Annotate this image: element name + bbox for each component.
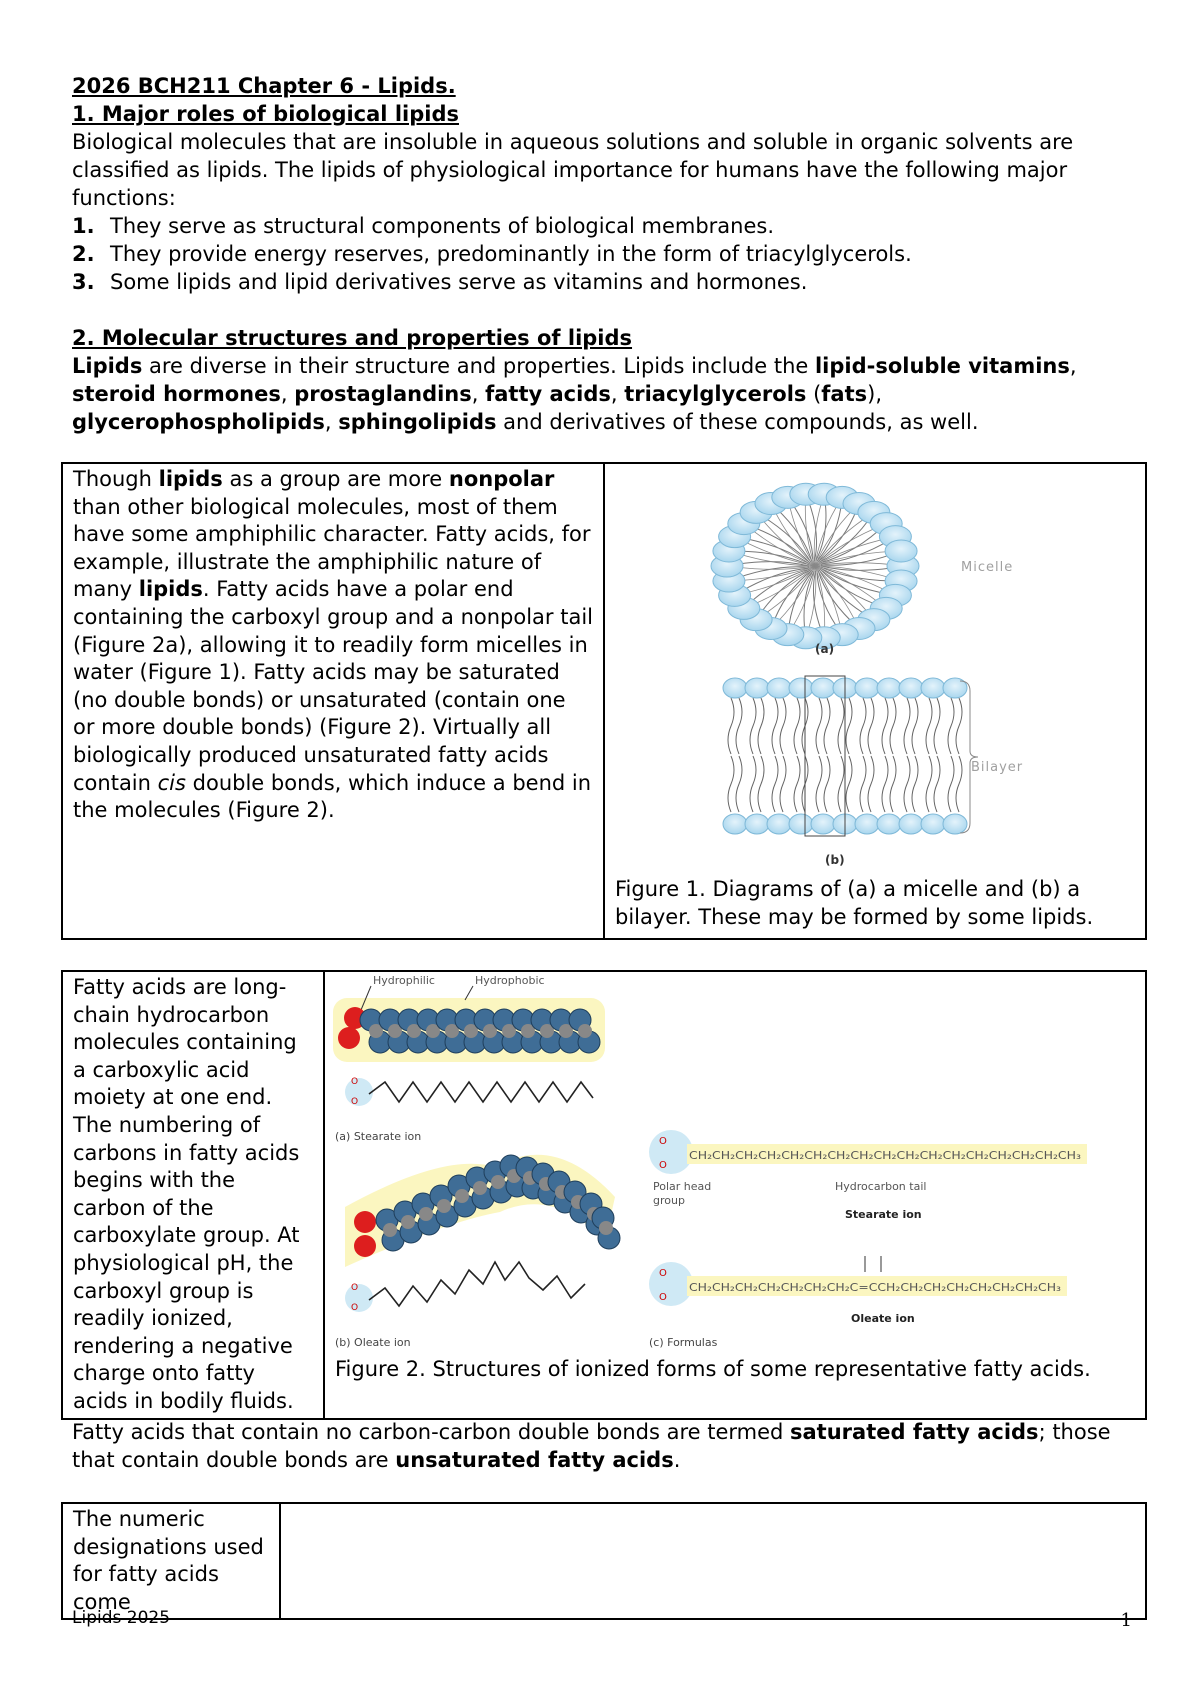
figure1b-label: (b) bbox=[825, 853, 845, 867]
page-number: 1 bbox=[1120, 1610, 1132, 1631]
svg-text:O: O bbox=[659, 1136, 667, 1147]
micelle-bilayer-diagram bbox=[615, 466, 1135, 886]
figure2-caption: Figure 2. Structures of ionized forms of some representative fatty acids. bbox=[335, 1357, 1091, 1381]
section1-intro: Biological molecules that are insoluble in aqueous solutions and soluble in organic solvents are classified as lipids. The lipids of physiological importance for humans have the following major functions: bbox=[72, 130, 1074, 210]
list-text: They serve as structural components of biological membranes. bbox=[110, 214, 775, 238]
hydrophobic-label: Hydrophobic bbox=[475, 974, 545, 987]
fatty-acid-text-cell: Fatty acids are long-chain hydrocarbon molecules containing a carboxylic acid moiety at one end. The numbering of carbons in fatty acids begins with the carbon of the carboxylate group. At physiological pH, the carboxyl group is readily ionized, rendering a negative charge onto fatty acids in bodily fluids. bbox=[62, 971, 324, 1419]
stearate-ion-title: Stearate ion bbox=[845, 1208, 922, 1221]
saturation-paragraph: Fatty acids that contain no carbon-carbon double bonds are termed saturated fatty acids; those that contain double bonds are unsaturated fatty acids. bbox=[72, 1420, 1111, 1472]
svg-text:O: O bbox=[659, 1292, 667, 1303]
svg-text:O: O bbox=[659, 1160, 667, 1171]
list-item bbox=[72, 268, 1147, 296]
list-item bbox=[72, 212, 1147, 240]
polar-head-label: Polar head bbox=[653, 1180, 712, 1193]
bilayer-label: Bilayer bbox=[971, 760, 1024, 775]
svg-text:O: O bbox=[351, 1283, 359, 1293]
list-text: They provide energy reserves, predominantly in the form of triacylglycerols. bbox=[110, 242, 912, 266]
list-number: 3. bbox=[72, 270, 95, 294]
hydrophilic-label: Hydrophilic bbox=[373, 974, 435, 987]
footer-title: Lipids 2025 bbox=[72, 1608, 171, 1628]
oleate-zigzag-icon bbox=[369, 1262, 585, 1306]
page-footer bbox=[72, 1608, 1132, 1631]
list-item bbox=[72, 240, 1147, 268]
formulas-label: (c) Formulas bbox=[649, 1336, 718, 1349]
figure1a-label: (a) bbox=[815, 642, 835, 656]
section1-heading: 1. Major roles of biological lipids bbox=[72, 102, 459, 126]
svg-text:O: O bbox=[659, 1268, 667, 1279]
fatty-acid-table bbox=[61, 970, 1147, 1420]
amphiphilic-table bbox=[61, 462, 1147, 940]
polar-head-group-label: group bbox=[653, 1194, 685, 1207]
figure1-cell bbox=[604, 463, 1146, 939]
stearate-space-filling-icon bbox=[338, 1007, 600, 1053]
stearate-formula: CH₂CH₂CH₂CH₂CH₂CH₂CH₂CH₂CH₂CH₂CH₂CH₂CH₂CH₂CH₂CH₂CH₃ bbox=[689, 1150, 1081, 1162]
numeric-designation-empty-cell bbox=[280, 1503, 1146, 1619]
page-content bbox=[72, 72, 1147, 436]
document-title: 2026 BCH211 Chapter 6 - Lipids. bbox=[72, 74, 456, 98]
bilayer-icon bbox=[723, 676, 978, 836]
numeric-designation-table bbox=[61, 1502, 1147, 1620]
fatty-acid-structures bbox=[325, 972, 1125, 1352]
numeric-designation-text-cell: The numeric designations used for fatty acids come bbox=[62, 1503, 280, 1619]
list-number: 2. bbox=[72, 242, 95, 266]
stearate-zigzag-icon bbox=[369, 1082, 593, 1102]
section2-paragraph: Lipids are diverse in their structure and properties. Lipids include the lipid-soluble vitamins, steroid hormones, prostaglandins, fatty acids, triacylglycerols (fats), glycerophospholipids, sphingolipids and derivatives of these compounds, as well. bbox=[72, 354, 1077, 434]
svg-text:O: O bbox=[351, 1077, 359, 1087]
functions-list bbox=[72, 212, 1147, 296]
list-number: 1. bbox=[72, 214, 95, 238]
hydrocarbon-tail-label: Hydrocarbon tail bbox=[835, 1180, 927, 1193]
stearate-ion-label: (a) Stearate ion bbox=[335, 1130, 422, 1143]
oleate-ion-title: Oleate ion bbox=[851, 1312, 915, 1325]
list-text: Some lipids and lipid derivatives serve as vitamins and hormones. bbox=[110, 270, 808, 294]
amphiphilic-text-cell: Though lipids as a group are more nonpolar than other biological molecules, most of them have some amphiphilic character. Fatty acids, for example, illustrate the amphiphilic nature of many lipids. Fatty acids have a polar end containing the carboxyl group and a nonpolar tail (Figure 2a), allowing it to readily form micelles in water (Figure 1). Fatty acids may be saturated (no double bonds) or unsaturated (contain one or more double bonds) (Figure 2). Virtually all biologically produced unsaturated fatty acids contain cis double bonds, which induce a bend in the molecules (Figure 2). bbox=[62, 463, 604, 939]
svg-text:O: O bbox=[351, 1303, 359, 1313]
oleate-ion-label: (b) Oleate ion bbox=[335, 1336, 411, 1349]
oleate-formula: CH₂CH₂CH₂CH₂CH₂CH₂CH₂C=CCH₂CH₂CH₂CH₂CH₂CH₂CH₂CH₃ bbox=[689, 1282, 1061, 1294]
micelle-label: Micelle bbox=[961, 560, 1014, 575]
figure1-caption: Figure 1. Diagrams of (a) a micelle and (b) a bilayer. These may be formed by some lipids. bbox=[615, 877, 1094, 929]
micelle-icon bbox=[711, 483, 919, 649]
section2-heading: 2. Molecular structures and properties of lipids bbox=[72, 326, 633, 350]
figure2-cell bbox=[324, 971, 1146, 1419]
svg-text:O: O bbox=[351, 1097, 359, 1107]
